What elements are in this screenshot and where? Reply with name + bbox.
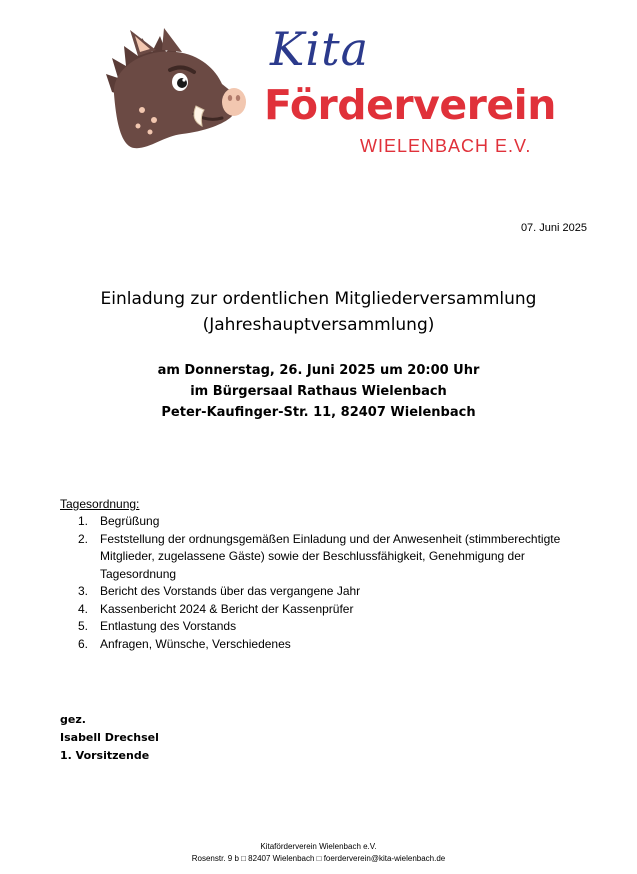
logo <box>104 18 556 158</box>
agenda-item-text: Feststellung der ordnungsgemäßen Einladung und der Anwesenheit (stimmberechtigte Mitglieder, zugelassene Gäste) sowie der Beschlussfähigkeit, Genehmigung der Tagesordnung <box>100 531 561 581</box>
agenda-item <box>78 601 588 619</box>
footer-organization: Kitaförderverein Wielenbach e.V. <box>260 842 377 851</box>
agenda-item-text: Kassenbericht 2024 & Bericht der Kassenprüfer <box>100 601 354 616</box>
signature-role: 1. Vorsitzende <box>60 749 150 762</box>
signature-gez: gez. <box>60 713 86 726</box>
agenda-item <box>78 618 588 636</box>
meeting-address: Peter-Kaufinger-Str. 11, 82407 Wielenbach <box>161 405 476 420</box>
agenda-list <box>78 513 588 653</box>
agenda-item-number: 1. <box>78 514 89 528</box>
invitation-title: Einladung zur ordentlichen Mitgliederversammlung <box>100 289 537 309</box>
agenda-item-text: Anfragen, Wünsche, Verschiedenes <box>100 636 291 651</box>
agenda-item-number: 5. <box>78 619 89 633</box>
logo-kita-text: Kita <box>270 22 369 76</box>
agenda-item-text: Begrüßung <box>100 514 160 528</box>
agenda-item-number: 2. <box>78 531 89 546</box>
agenda-heading: Tagesordnung: <box>60 497 140 511</box>
agenda-item <box>78 531 588 584</box>
signature-name: Isabell Drechsel <box>60 731 159 744</box>
agenda-item-number: 3. <box>78 584 89 598</box>
logo-name-text: Förderverein <box>264 81 556 129</box>
agenda-item-text: Entlastung des Vorstands <box>100 619 237 633</box>
meeting-datetime: am Donnerstag, 26. Juni 2025 um 20:00 Uhr <box>157 363 480 378</box>
agenda-item-number: 4. <box>78 601 89 616</box>
footer-contact: Rosenstr. 9 b □ 82407 Wielenbach □ foerderverein@kita-wielenbach.de <box>191 854 446 863</box>
document-date: 07. Juni 2025 <box>520 222 587 234</box>
agenda-item-text: Bericht des Vorstands über das vergangene Jahr <box>100 584 361 598</box>
agenda-item-number: 6. <box>78 636 89 651</box>
logo-place-text: WIELENBACH E.V. <box>360 136 532 156</box>
agenda-item <box>78 636 588 654</box>
boar-mascot-icon <box>104 22 254 152</box>
agenda-item <box>78 513 588 531</box>
invitation-subtitle: (Jahreshauptversammlung) <box>202 315 435 335</box>
agenda-item <box>78 583 588 601</box>
meeting-venue: im Bürgersaal Rathaus Wielenbach <box>190 384 447 399</box>
